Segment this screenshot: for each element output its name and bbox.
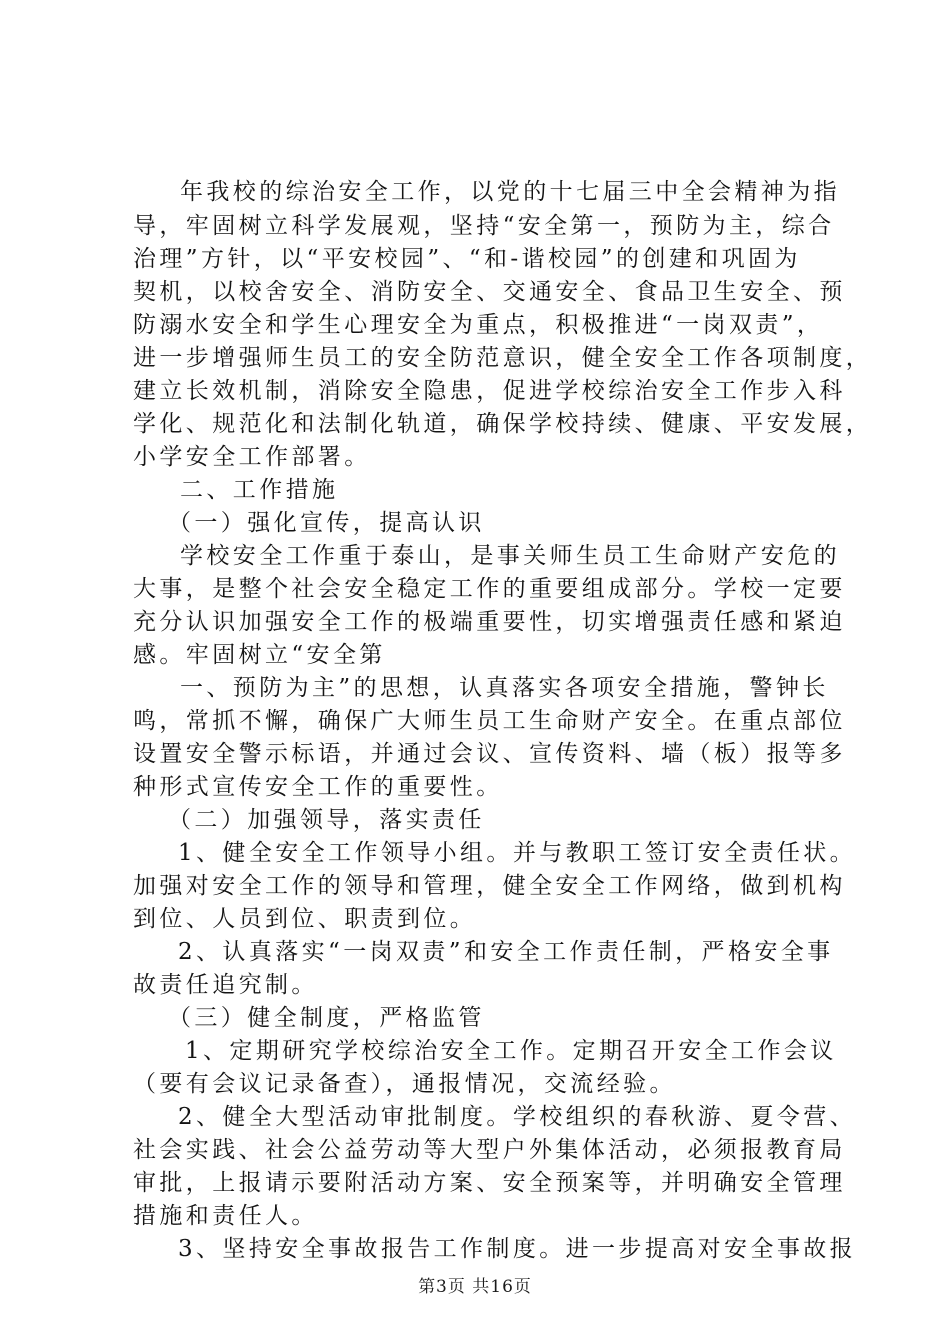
- text-line: 加强对安全工作的领导和管理，健全安全工作网络，做到机构: [133, 873, 846, 899]
- text-line: （要有会议记录备查），通报情况，交流经验。: [133, 1071, 676, 1097]
- page-number-footer: 第3页 共16页: [418, 1277, 532, 1297]
- text-line: 小学安全工作部署。: [133, 444, 371, 470]
- text-line: 1、健全安全工作领导小组。并与教职工签订安全责任状。: [178, 840, 857, 866]
- text-line: 2、认真落实“一岗双责”和安全工作责任制，严格安全事: [178, 939, 834, 965]
- subsection-heading: （一）强化宣传，提高认识: [168, 510, 485, 536]
- text-line: 1、定期研究学校综治安全工作。定期召开安全工作会议: [185, 1038, 837, 1064]
- text-line: 大事，是整个社会安全稳定工作的重要组成部分。学校一定要: [133, 576, 846, 602]
- text-line: 措施和责任人。: [133, 1203, 318, 1229]
- text-line: 2、健全大型活动审批制度。学校组织的春秋游、夏令营、: [178, 1104, 857, 1130]
- text-line: 年我校的综治安全工作，以党的十七届三中全会精神为指: [180, 179, 840, 205]
- text-line: 审批，上报请示要附活动方案、安全预案等，并明确安全管理: [133, 1170, 846, 1196]
- text-line: 种形式宣传安全工作的重要性。: [133, 774, 503, 800]
- section-heading: 二、工作措施: [180, 477, 339, 503]
- text-line: 设置安全警示标语，并通过会议、宣传资料、墙（板）报等多: [133, 741, 846, 767]
- text-line: 3、坚持安全事故报告工作制度。进一步提高对安全事故报: [178, 1236, 857, 1262]
- text-line: 一、预防为主”的思想，认真落实各项安全措施，警钟长: [180, 675, 829, 701]
- text-line: 导，牢固树立科学发展观，坚持“安全第一，预防为主，综合: [133, 213, 835, 239]
- text-line: 感。牢固树立“安全第: [133, 642, 386, 668]
- text-line: 进一步增强师生员工的安全防范意识，健全安全工作各项制度，: [133, 345, 873, 371]
- text-line: 学校安全工作重于泰山，是事关师生员工生命财产安危的: [180, 543, 840, 569]
- subsection-heading: （三）健全制度，严格监管: [168, 1005, 485, 1031]
- text-line: 契机，以校舍安全、消防安全、交通安全、食品卫生安全、预: [133, 279, 846, 305]
- text-line: 治理”方针，以“平安校园”、“和-谐校园”的创建和巩固为: [133, 246, 801, 272]
- subsection-heading: （二）加强领导，落实责任: [168, 807, 485, 833]
- text-line: 社会实践、社会公益劳动等大型户外集体活动，必须报教育局: [133, 1137, 846, 1163]
- text-line: 建立长效机制，消除安全隐患，促进学校综治安全工作步入科: [133, 378, 846, 404]
- text-line: 学化、规范化和法制化轨道，确保学校持续、健康、平安发展，: [133, 411, 873, 437]
- text-line: 到位、人员到位、职责到位。: [133, 906, 477, 932]
- text-line: 充分认识加强安全工作的极端重要性，切实增强责任感和紧迫: [133, 609, 846, 635]
- text-line: 故责任追究制。: [133, 972, 318, 998]
- text-line: 防溺水安全和学生心理安全为重点，积极推进“一岗双责”，: [133, 312, 824, 338]
- text-line: 鸣，常抓不懈，确保广大师生员工生命财产安全。在重点部位: [133, 708, 846, 734]
